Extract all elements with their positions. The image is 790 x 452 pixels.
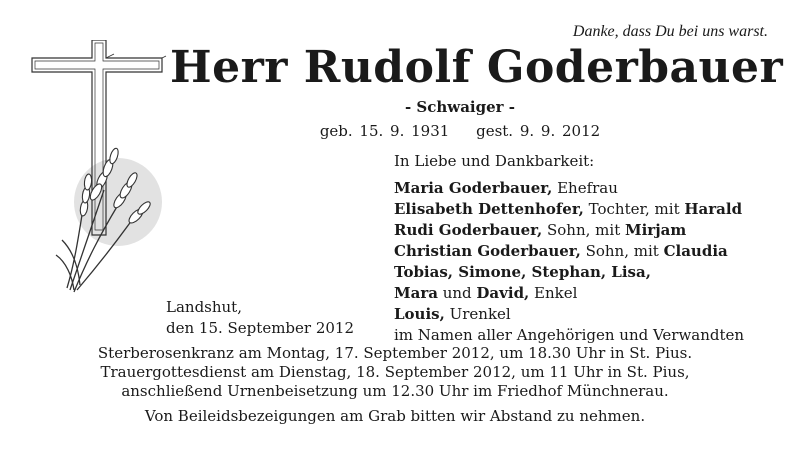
life-dates (170, 122, 750, 140)
family-member-relation: Urenkel (444, 305, 511, 323)
family-member-relation: Tochter, mit (583, 200, 685, 218)
deceased-nickname: - Schwaiger - (404, 98, 516, 116)
family-member-row (394, 220, 744, 241)
family-member-name: Elisabeth Dettenhofer, (394, 200, 584, 218)
family-member-relation: Sohn, mit (542, 221, 625, 239)
service-line: Trauergottesdienst am Dienstag, 18. September 2012, um 11 Uhr in St. Pius, (100, 363, 690, 381)
family-member-name: Louis, (394, 305, 445, 323)
family-member-row (394, 178, 744, 199)
family-member-name: Rudi Goderbauer, (394, 221, 543, 239)
place-date: den 15. September 2012 (166, 319, 355, 337)
place-and-date (166, 297, 354, 339)
family-member-relation: Enkel (529, 284, 578, 302)
family-member-name: Claudia (663, 242, 728, 260)
family-member-name: David, (476, 284, 530, 302)
family-member-row (394, 283, 744, 304)
family-member-relation: Ehefrau (552, 179, 618, 197)
family-member-relation: und (437, 284, 477, 302)
family-intro: In Liebe und Dankbarkeit: (394, 152, 595, 170)
family-member-row (394, 199, 744, 220)
service-info (0, 344, 790, 426)
condolence-note: Von Beileidsbezeigungen am Grab bitten wir Abstand zu nehmen. (144, 407, 646, 425)
family-member-name: Christian Goderbauer, (394, 242, 581, 260)
family-member-name: Mirjam (624, 221, 687, 239)
family-member-name: Harald (684, 200, 743, 218)
family-member-row (394, 241, 744, 262)
quote: Danke, dass Du bei uns warst. (572, 23, 768, 40)
deceased-name: Herr Rudolf Goderbauer (170, 42, 784, 93)
family-member-row (394, 304, 744, 325)
family-member-name: Tobias, Simone, Stephan, Lisa, (394, 263, 651, 281)
place-city: Landshut, (166, 298, 242, 316)
family-list (394, 151, 744, 346)
family-member-row (394, 262, 744, 283)
death-date: gest. 9. 9. 2012 (476, 122, 601, 140)
service-line: Sterberosenkranz am Montag, 17. September 2012, um 18.30 Uhr in St. Pius. (97, 344, 693, 362)
family-member-name: Maria Goderbauer, (394, 179, 553, 197)
family-member-name: Mara (394, 284, 438, 302)
family-member-relation: im Namen aller Angehörigen und Verwandten (394, 326, 745, 344)
family-member-row (394, 325, 744, 346)
service-line: anschließend Urnenbeisetzung um 12.30 Uhr im Friedhof Münchnerau. (121, 382, 669, 400)
birth-date: geb. 15. 9. 1931 (319, 122, 450, 140)
cross-with-wheat-icon (22, 40, 172, 300)
family-members (394, 178, 744, 346)
family-member-relation: Sohn, mit (580, 242, 664, 260)
